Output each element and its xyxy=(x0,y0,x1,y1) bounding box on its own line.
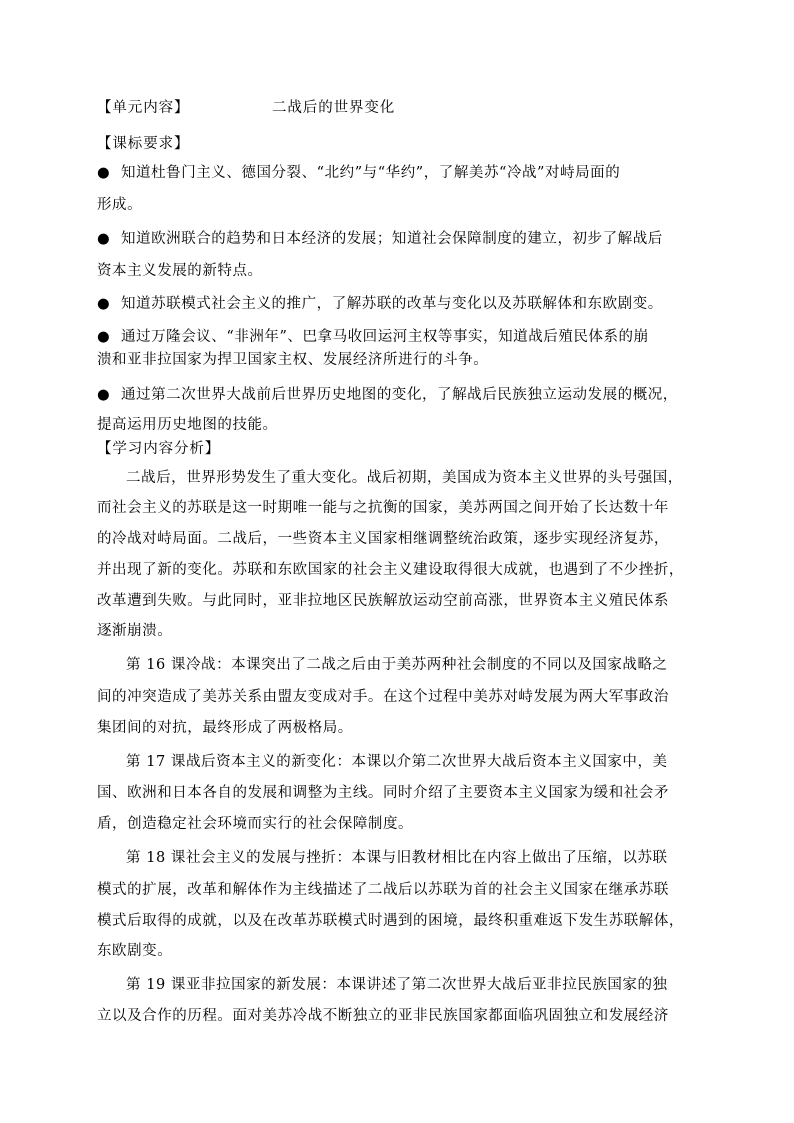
requirement-item xyxy=(97,163,620,183)
requirement-item xyxy=(97,327,649,347)
analysis-line: 的冷战对峙局面。二战后，一些资本主义国家相继调整统治政策，逐步实现经济复苏， xyxy=(97,531,669,547)
requirement-item xyxy=(97,385,678,405)
analysis-line: 并出现了新的变化。苏联和东欧国家的社会主义建设取得很大成就，也遇到了不少挫折， xyxy=(97,562,684,578)
requirement-text: 知道杜鲁门主义、德国分裂、“北约”与“华约”，了解美苏“冷战”对峙局面的 xyxy=(121,165,621,181)
requirement-item xyxy=(97,294,663,314)
analysis-line: 改革遭到失败。与此同时，亚非拉地区民族解放运动空前高涨，世界资本主义殖民体系 xyxy=(97,593,669,609)
analysis-line: 二战后，世界形势发生了重大变化。战后初期，美国成为资本主义世界的头号强国， xyxy=(126,470,683,486)
requirement-text: 知道苏联模式社会主义的推广，了解苏联的改革与变化以及苏联解体和东欧剧变。 xyxy=(121,296,663,312)
analysis-line: 集团间的对抗，最终形成了两极格局。 xyxy=(97,720,353,736)
analysis-line: 第 16 课冷战：本课突出了二战之后由于美苏两种社会制度的不同以及国家战略之 xyxy=(126,657,668,673)
analysis-line: 第 18 课社会主义的发展与挫折：本课与旧教材相比在内容上做出了压缩，以苏联 xyxy=(126,850,668,866)
analysis-line: 模式的扩展，改革和解体作为主线描述了二战后以苏联为首的社会主义国家在继承苏联 xyxy=(97,882,669,898)
requirement-text: 资本主义发展的新特点。 xyxy=(97,263,263,279)
bullet-icon: ● xyxy=(97,231,110,247)
analysis-heading: 【学习内容分析】 xyxy=(97,441,221,457)
analysis-line: 第 19 课亚非拉国家的新发展：本课讲述了第二次世界大战后亚非拉民族国家的独 xyxy=(126,977,668,993)
analysis-line: 模式后取得的成就，以及在改革苏联模式时遇到的困境，最终积重难返下发生苏联解体， xyxy=(97,913,684,929)
requirement-item xyxy=(97,229,663,249)
unit-title: 二战后的世界变化 xyxy=(272,100,396,116)
analysis-line: 第 17 课战后资本主义的新变化：本课以介第二次世界大战后资本主义国家中，美 xyxy=(126,754,668,770)
bullet-icon: ● xyxy=(97,329,110,345)
requirement-text: 通过万隆会议、“非洲年”、巴拿马收回运河主权等事实，知道战后殖民体系的崩 xyxy=(121,329,649,345)
analysis-line: 间的冲突造成了美苏关系由盟友变成对手。在这个过程中美苏对峙发展为两大军事政治 xyxy=(97,689,669,705)
bullet-icon: ● xyxy=(97,296,110,312)
requirement-text: 提高运用历史地图的技能。 xyxy=(97,417,278,433)
requirement-text: 通过第二次世界大战前后世界历史地图的变化，了解战后民族独立运动发展的概况， xyxy=(121,387,678,403)
analysis-line: 东欧剧变。 xyxy=(97,943,173,959)
analysis-line: 盾，创造稳定社会环境而实行的社会保障制度。 xyxy=(97,816,414,832)
analysis-line: 逐渐崩溃。 xyxy=(97,623,173,639)
bullet-icon: ● xyxy=(97,387,110,403)
analysis-line: 而社会主义的苏联是这一时期唯一能与之抗衡的国家，美苏两国之间开始了长达数十年 xyxy=(97,500,669,516)
requirement-text: 形成。 xyxy=(97,197,143,213)
requirement-text: 溃和亚非拉国家为捍卫国家主权、发展经济所进行的斗争。 xyxy=(97,352,489,368)
unit-label: 【单元内容】 xyxy=(97,100,190,116)
bullet-icon: ● xyxy=(97,165,110,181)
requirement-text: 知道欧洲联合的趋势和日本经济的发展；知道社会保障制度的建立，初步了解战后 xyxy=(121,231,663,247)
analysis-line: 国、欧洲和日本各自的发展和调整为主线。同时介绍了主要资本主义国家为缓和社会矛 xyxy=(97,785,669,801)
analysis-line: 立以及合作的历程。面对美苏冷战不断独立的亚非民族国家都面临巩固独立和发展经济 xyxy=(97,1008,669,1024)
requirements-heading: 【课标要求】 xyxy=(97,136,190,152)
